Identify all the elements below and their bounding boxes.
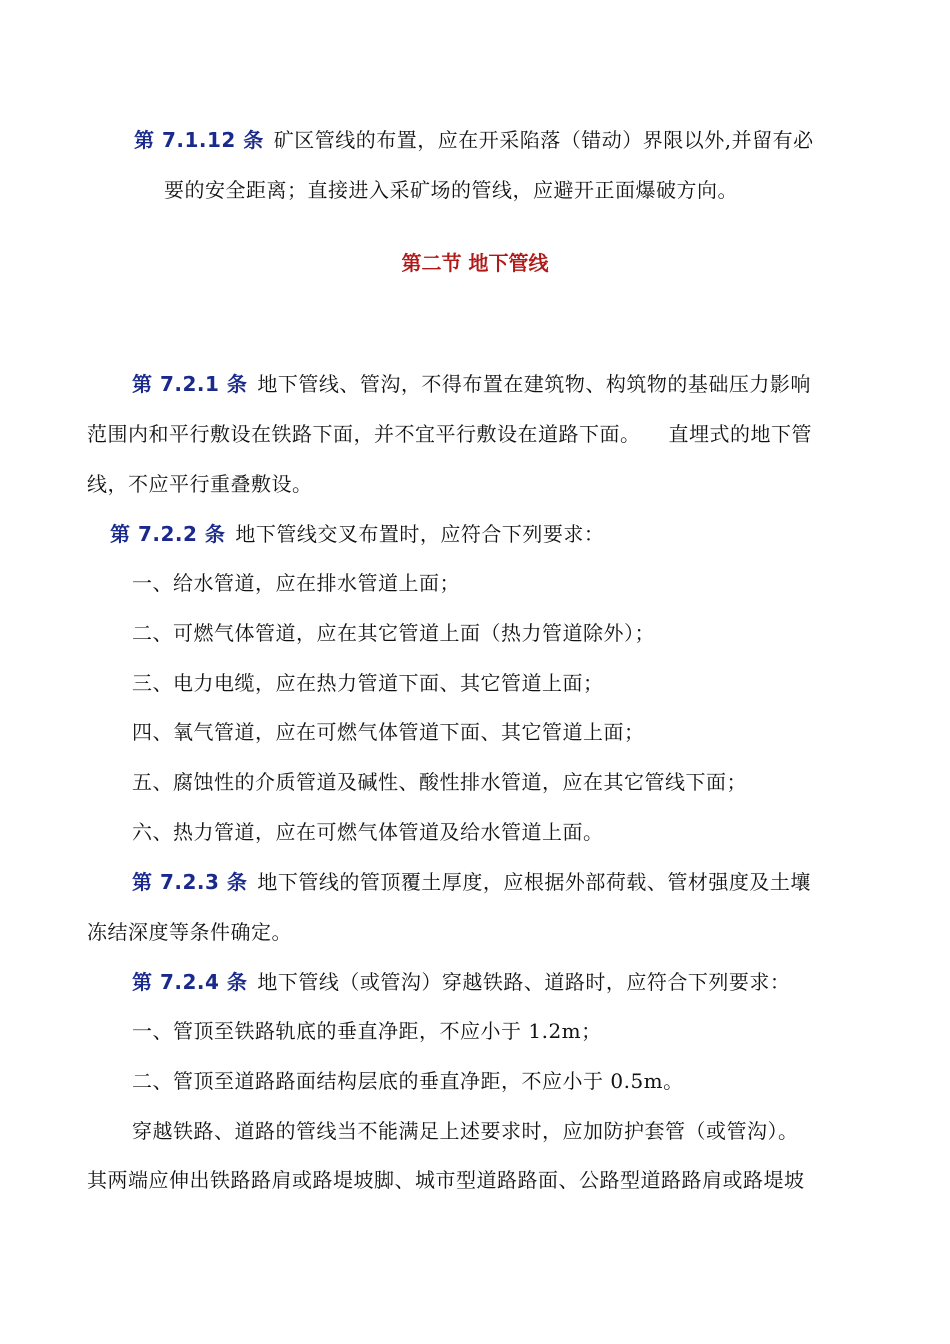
section-heading: 第二节 地下管线 bbox=[401, 251, 549, 275]
article-7-2-4-intro bbox=[132, 968, 790, 996]
article-7-2-3-line-2: 冻结深度等条件确定。 bbox=[87, 920, 292, 944]
list-item: 四、氧气管道，应在可燃气体管道下面、其它管道上面； bbox=[132, 720, 645, 744]
article-7-1-12-line-1 bbox=[134, 126, 814, 154]
article-number: 第 7.2.4 条 bbox=[132, 970, 248, 994]
list-item: 六、热力管道，应在可燃气体管道及给水管道上面。 bbox=[132, 820, 604, 844]
article-text: 地下管线、管沟，不得布置在建筑物、构筑物的基础压力影响 bbox=[257, 372, 811, 396]
article-text: 范围内和平行敷设在铁路下面，并不宜平行敷设在道路下面。 bbox=[87, 422, 641, 446]
article-7-2-4-para-2: 其两端应伸出铁路路肩或路堤坡脚、城市型道路路面、公路型道路路肩或路堤坡 bbox=[87, 1168, 805, 1192]
article-7-2-1-line-1 bbox=[132, 370, 811, 398]
article-7-2-1-line-3: 线，不应平行重叠敷设。 bbox=[87, 472, 313, 496]
article-7-2-2-intro bbox=[110, 520, 604, 548]
article-text: 地下管线交叉布置时，应符合下列要求： bbox=[235, 522, 605, 546]
article-7-2-3-line-1 bbox=[132, 868, 811, 896]
list-item: 二、管顶至道路路面结构层底的垂直净距，不应小于 0.5m。 bbox=[132, 1069, 684, 1093]
article-7-2-4-para-1: 穿越铁路、道路的管线当不能满足上述要求时，应加防护套管（或管沟）。 bbox=[132, 1119, 799, 1143]
list-item: 二、可燃气体管道，应在其它管道上面（热力管道除外）； bbox=[132, 621, 655, 645]
list-item: 五、腐蚀性的介质管道及碱性、酸性排水管道，应在其它管线下面； bbox=[132, 770, 747, 794]
article-7-1-12-line-2: 要的安全距离；直接进入采矿场的管线，应避开正面爆破方向。 bbox=[164, 178, 738, 202]
article-text: 矿区管线的布置，应在开采陷落（错动）界限以外,并留有必 bbox=[273, 128, 814, 152]
list-item: 三、电力电缆，应在热力管道下面、其它管道上面； bbox=[132, 671, 604, 695]
article-number: 第 7.1.12 条 bbox=[134, 128, 264, 152]
article-number: 第 7.2.2 条 bbox=[110, 522, 226, 546]
article-7-2-1-line-2 bbox=[87, 420, 812, 448]
article-text: 地下管线（或管沟）穿越铁路、道路时，应符合下列要求： bbox=[257, 970, 791, 994]
list-item: 一、给水管道，应在排水管道上面； bbox=[132, 571, 460, 595]
article-number: 第 7.2.3 条 bbox=[132, 870, 248, 894]
article-text: 地下管线的管顶覆土厚度，应根据外部荷载、管材强度及土壤 bbox=[257, 870, 811, 894]
article-text: 直埋式的地下管 bbox=[668, 422, 812, 446]
article-number: 第 7.2.1 条 bbox=[132, 372, 248, 396]
list-item: 一、管顶至铁路轨底的垂直净距，不应小于 1.2m； bbox=[132, 1019, 602, 1043]
